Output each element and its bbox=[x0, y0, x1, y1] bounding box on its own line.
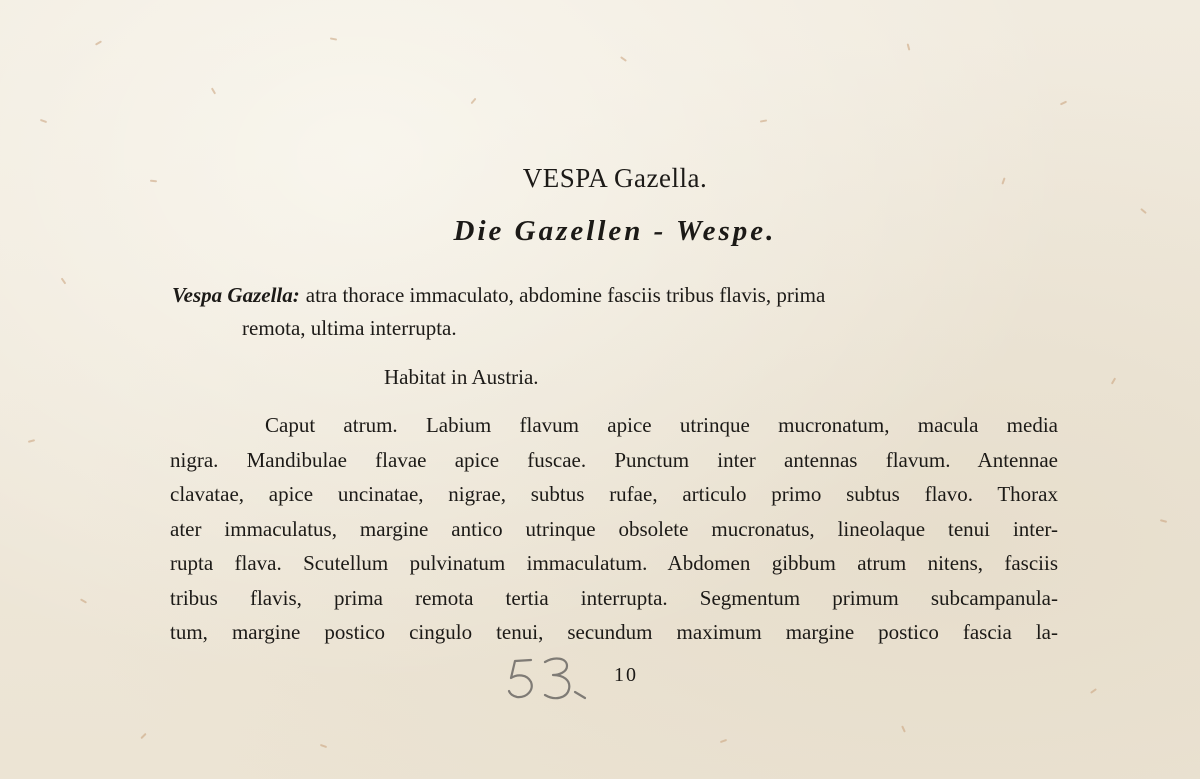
description-line: tum, margine postico cingulo tenui, secundum maximum margine postico fascia la- bbox=[170, 620, 1058, 644]
paper-fleck bbox=[40, 119, 47, 123]
description-paragraph bbox=[170, 408, 1058, 650]
habitat-line: Habitat in Austria. bbox=[384, 365, 539, 389]
diagnosis-text-line-1: atra thorace immaculato, abdomine fasciis tribus flavis, prima bbox=[305, 283, 826, 307]
diagnosis-species-name: Vespa Gazella: bbox=[172, 283, 300, 307]
paper-fleck bbox=[1111, 377, 1116, 384]
paper-fleck bbox=[140, 733, 146, 739]
species-common-name: Die Gazellen - Wespe. bbox=[453, 215, 777, 247]
paper-fleck bbox=[28, 439, 35, 443]
paper-fleck bbox=[720, 739, 727, 743]
handwritten-page-number bbox=[505, 652, 589, 704]
paper-fleck bbox=[1060, 101, 1067, 106]
paper-fleck bbox=[1160, 519, 1167, 523]
description-line: rupta flava. Scutellum pulvinatum immaculatum. Abdomen gibbum atrum nitens, fasciis bbox=[170, 551, 1058, 575]
paper-fleck bbox=[1090, 688, 1097, 694]
paper-fleck bbox=[760, 119, 767, 122]
paper-fleck bbox=[95, 40, 102, 45]
description-line: clavatae, apice uncinatae, nigrae, subtus rufae, articulo primo subtus flavo. Thorax bbox=[170, 482, 1058, 506]
page-number: 10 bbox=[614, 664, 638, 686]
paper-fleck bbox=[80, 598, 87, 603]
paper-fleck bbox=[211, 87, 216, 94]
paper-fleck bbox=[470, 98, 476, 105]
species-diagnosis bbox=[172, 279, 1062, 345]
paper-fleck bbox=[320, 744, 327, 748]
description-line: Caput atrum. Labium flavum apice utrinque mucronatum, macula media bbox=[265, 413, 1058, 437]
paper-fleck bbox=[620, 56, 627, 62]
description-line: tribus flavis, prima remota tertia interrupta. Segmentum primum subcampanula- bbox=[170, 585, 1058, 610]
paper-fleck bbox=[901, 725, 906, 732]
paper-fleck bbox=[330, 37, 337, 40]
paper-fleck bbox=[61, 278, 67, 285]
description-line: ater immaculatus, margine antico utrinque obsolete mucronatus, lineolaque tenui inter- bbox=[170, 516, 1058, 541]
diagnosis-text-line-2: remota, ultima interrupta. bbox=[242, 316, 457, 340]
paper-fleck bbox=[1140, 208, 1147, 214]
species-title: VESPA Gazella. bbox=[522, 163, 708, 193]
description-line: nigra. Mandibulae flavae apice fuscae. Punctum inter antennas flavum. Antennae bbox=[170, 447, 1058, 472]
paper-fleck bbox=[907, 43, 911, 50]
